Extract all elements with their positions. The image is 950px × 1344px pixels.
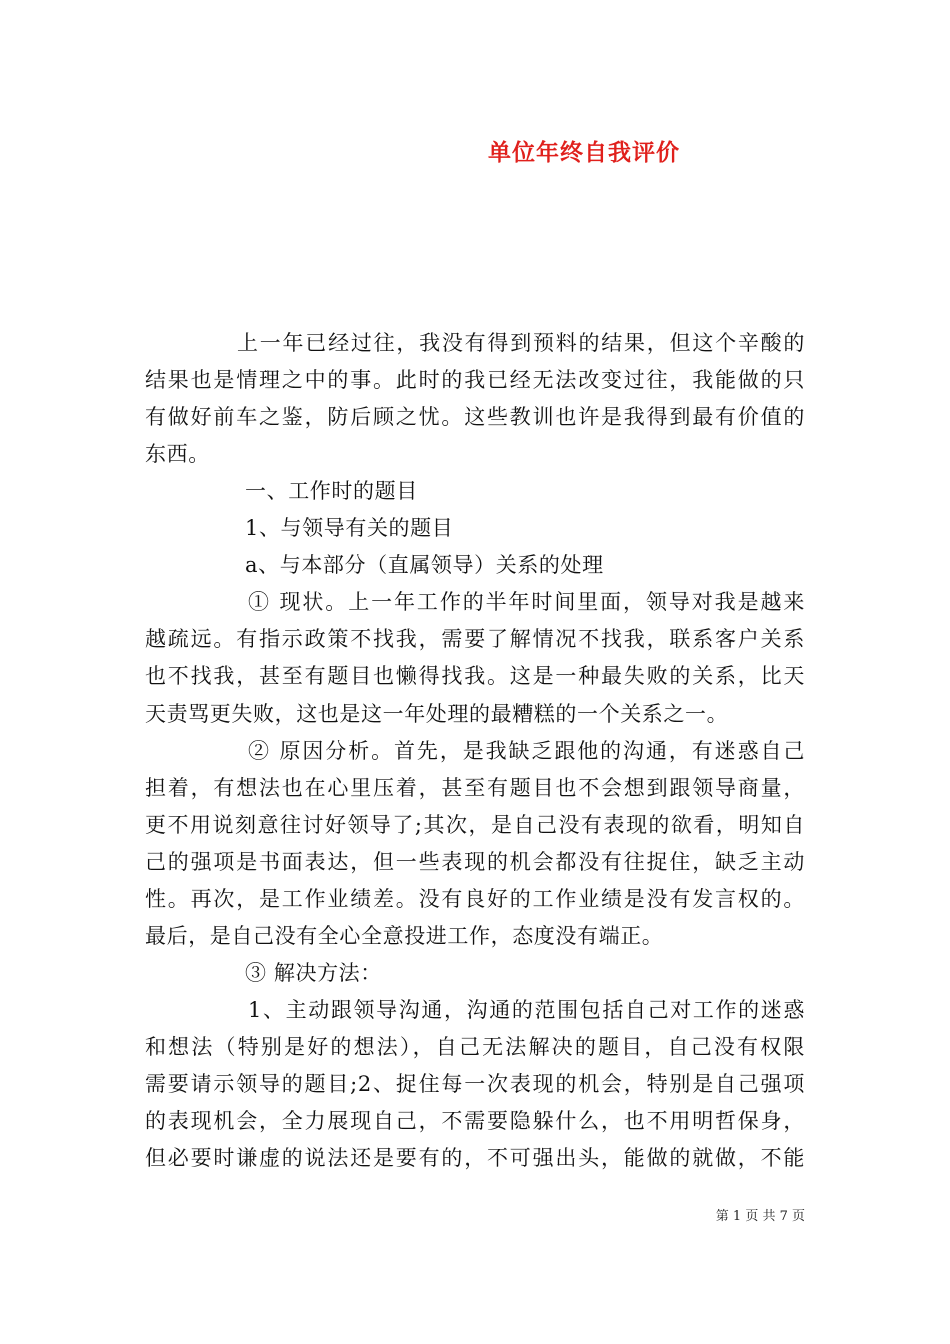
text-line: 和想法（特别是好的想法），自己无法解决的题目，自己没有权限 [145, 1034, 805, 1059]
text-line: 天责骂更失败，这也是这一年处理的最糟糕的一个关系之一。 [145, 701, 729, 726]
page-number-footer: 第 1 页 共 7 页 [715, 1209, 805, 1224]
text-line: 上一年已经过往，我没有得到预料的结果，但这个辛酸的 [237, 331, 805, 355]
text-line: 需要请示领导的题目;2、捉住每一次表现的机会，特别是自己强项 [145, 1072, 805, 1096]
text-line: 1、主动跟领导沟通，沟通的范围包括自己对工作的迷惑 [248, 997, 805, 1022]
text-line: ③ 解决方法： [245, 960, 382, 985]
text-line: 一、工作时的题目 [245, 479, 418, 504]
text-line: a、与本部分（直属领导）关系的处理 [245, 553, 604, 578]
text-line: 也不找我，甚至有题目也懒得找我。这是一种最失败的关系，比天 [145, 664, 805, 689]
text-line: 担着，有想法也在心里压着，甚至有题目也不会想到跟领导商量， [145, 775, 805, 800]
text-line: 最后，是自己没有全心全意投进工作，态度没有端正。 [145, 923, 664, 948]
document-title: 单位年终自我评价 [488, 139, 680, 166]
text-line: 越疏远。有指示政策不找我，需要了解情况不找我，联系客户关系 [145, 627, 805, 652]
text-line: 己的强项是书面表达，但一些表现的机会都没有往捉住，缺乏主动 [145, 849, 805, 874]
text-line: 更不用说刻意往讨好领导了;其次，是自己没有表现的欲看，明知自 [145, 812, 805, 837]
text-line: 结果也是情理之中的事。此时的我已经无法改变过往，我能做的只 [145, 368, 805, 393]
text-line: 有做好前车之鉴，防后顾之忧。这些教训也许是我得到最有价值的 [145, 405, 805, 430]
text-line: ② 原因分析。首先，是我缺乏跟他的沟通，有迷惑自己 [248, 738, 805, 763]
text-line: 1、与领导有关的题目 [245, 516, 454, 541]
text-line: 的表现机会，全力展现自己，不需要隐躲什么，也不用明哲保身， [145, 1109, 805, 1134]
text-line: 性。再次，是工作业绩差。没有良好的工作业绩是没有发言权的。 [145, 886, 805, 911]
text-line: 但必要时谦虚的说法还是要有的，不可强出头，能做的就做，不能 [145, 1146, 805, 1171]
text-line: ① 现状。上一年工作的半年时间里面，领导对我是越来 [248, 590, 805, 615]
text-line: 东西。 [145, 442, 210, 467]
